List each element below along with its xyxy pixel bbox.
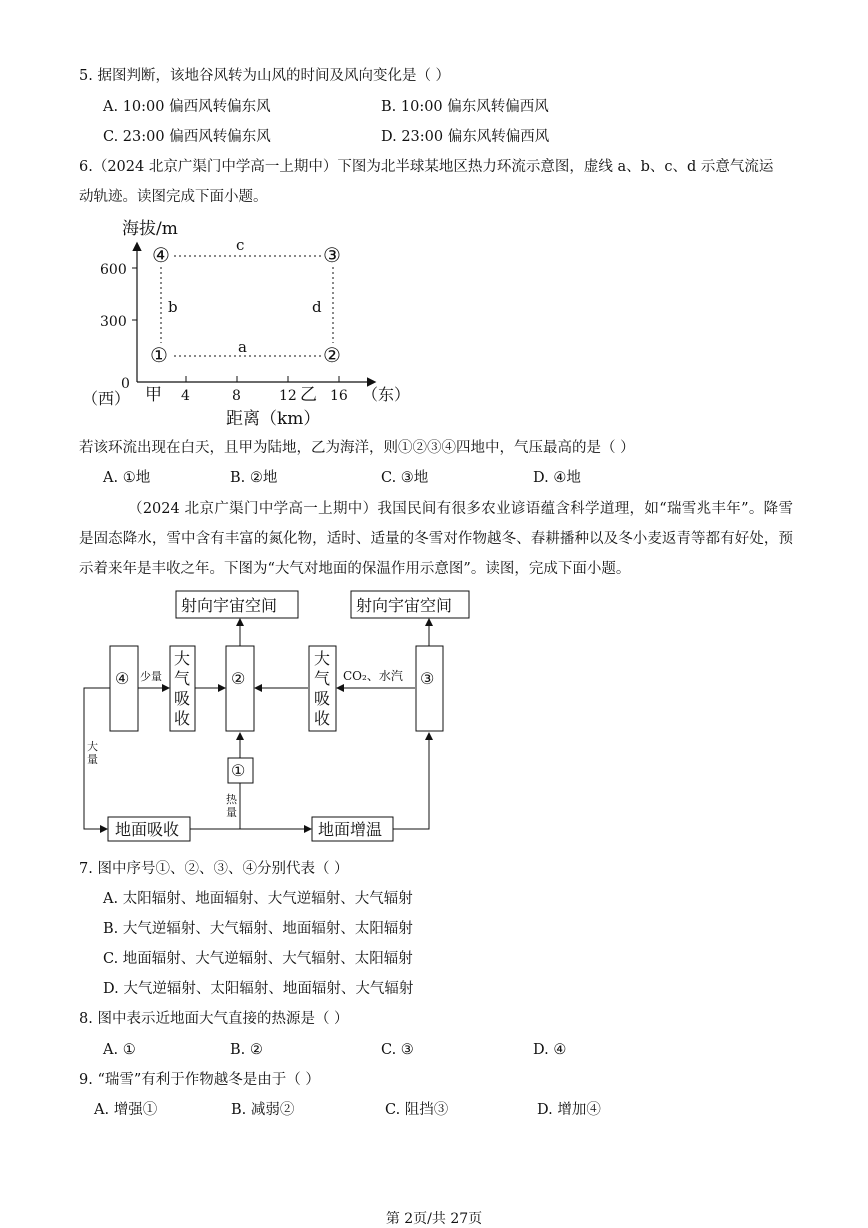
absorb-left-char-4: 收 (174, 709, 191, 728)
point-1: ① (150, 343, 168, 367)
space-label-left: 射向宇宙空间 (181, 596, 278, 615)
little-label: 少量 (140, 670, 162, 683)
q6-option-b: B. ②地 (230, 470, 278, 486)
point-3: ③ (323, 243, 341, 267)
q8-option-b: B. ② (230, 1042, 263, 1058)
absorb-left-char-3: 吸 (174, 689, 191, 708)
q5-option-b: B. 10:00 偏东风转偏西风 (381, 99, 549, 115)
absorb-left-char-2: 气 (174, 669, 191, 688)
box-3-label: ③ (420, 669, 435, 688)
box-3 (416, 646, 443, 731)
page-footer: 第 2页/共 27页 (385, 1211, 483, 1227)
y-tick-0: 0 (121, 376, 130, 392)
ground-warm-label: 地面增温 (318, 820, 383, 839)
x-tick-8: 8 (232, 388, 241, 404)
q6-option-a: A. ①地 (103, 470, 151, 486)
q9-option-a: A. 增强① (94, 1102, 158, 1118)
label-jia: 甲 (145, 385, 162, 405)
q9-option-c: C. 阻挡③ (385, 1102, 449, 1118)
q7-option-c: C. 地面辐射、大气逆辐射、大气辐射、太阳辐射 (103, 951, 413, 967)
y-tick-300: 300 (100, 314, 127, 330)
large-char-1: 大 (87, 740, 98, 753)
thermal-circulation-figure (80, 210, 420, 430)
x-tick-12: 12 (279, 388, 297, 404)
label-b: b (168, 298, 178, 316)
large-char-2: 量 (87, 753, 98, 766)
intro-paragraph: （2024 北京广渠门中学高一上期中）我国民间有很多农业谚语蕴含科学道理，如“瑞雪兆丰年”。降雪是固态降水，雪中含有丰富的氮化物，适时、适量的冬雪对作物越冬、春耕播种以及冬小麦返青等都有好处，预示着来年是丰收之年。下图为“大气对地面的保温作用示意图”。读图，完成下面小题。 (79, 501, 793, 577)
q5-option-d: D. 23:00 偏东风转偏西风 (381, 129, 550, 145)
y-axis-title: 海拔/m (122, 219, 178, 239)
x-tick-16: 16 (330, 388, 348, 404)
box-2 (226, 646, 254, 731)
box-4 (110, 646, 138, 731)
atmosphere-insulation-figure (75, 588, 475, 848)
q5-option-a: A. 10:00 偏西风转偏东风 (103, 99, 271, 115)
q7-option-d: D. 大气逆辐射、太阳辐射、地面辐射、大气辐射 (103, 981, 414, 997)
x-axis-title: 距离（km） (226, 409, 321, 429)
label-yi: 乙 (300, 385, 317, 405)
q7-stem: 7. 图中序号①、②、③、④分别代表（ ） (79, 861, 349, 877)
q5-stem: 5. 据图判断，该地谷风转为山风的时间及风向变化是（ ） (79, 68, 451, 84)
label-c: c (236, 236, 245, 254)
q6-option-d: D. ④地 (533, 470, 581, 486)
q6-stem-line2: 动轨迹。读图完成下面小题。 (79, 189, 268, 205)
y-tick-600: 600 (100, 262, 127, 278)
q7-option-b: B. 大气逆辐射、大气辐射、地面辐射、太阳辐射 (103, 921, 413, 937)
q8-option-a: A. ① (103, 1042, 136, 1058)
absorb-right-char-1: 大 (314, 649, 331, 668)
q5-option-c: C. 23:00 偏西风转偏东风 (103, 129, 271, 145)
q6-question: 若该环流出现在白天，且甲为陆地，乙为海洋，则①②③④四地中，气压最高的是（ ） (79, 440, 635, 456)
space-label-right: 射向宇宙空间 (356, 596, 453, 615)
heat-char-1: 热 (226, 793, 237, 806)
label-d: d (312, 298, 322, 316)
q9-option-d: D. 增加④ (537, 1102, 601, 1118)
point-4: ④ (152, 243, 170, 267)
absorb-right-char-3: 吸 (314, 689, 331, 708)
label-west: （西） (82, 389, 131, 408)
box-4-label: ④ (115, 669, 130, 688)
label-east: （东） (362, 385, 411, 404)
q6-stem-line1: 6.（2024 北京广渠门中学高一上期中）下图为北半球某地区热力环流示意图，虚线 a、b、c、d 示意气流运 (79, 159, 774, 175)
x-tick-4: 4 (181, 388, 190, 404)
q8-option-c: C. ③ (381, 1042, 414, 1058)
absorb-right-char-4: 收 (314, 709, 331, 728)
co2-label: CO₂、水汽 (343, 669, 403, 683)
q9-option-b: B. 减弱② (231, 1102, 295, 1118)
ground-absorb-label: 地面吸收 (115, 820, 180, 839)
point-2: ② (323, 343, 341, 367)
absorb-left-char-1: 大 (174, 649, 191, 668)
box-2-label: ② (231, 669, 246, 688)
q7-option-a: A. 太阳辐射、地面辐射、大气逆辐射、大气辐射 (103, 891, 413, 907)
label-a: a (238, 338, 247, 356)
box-1-label: ① (231, 761, 246, 780)
q8-option-d: D. ④ (533, 1042, 567, 1058)
q6-option-c: C. ③地 (381, 470, 429, 486)
q8-stem: 8. 图中表示近地面大气直接的热源是（ ） (79, 1011, 349, 1027)
absorb-right-char-2: 气 (314, 669, 331, 688)
heat-char-2: 量 (226, 806, 237, 819)
q9-stem: 9. “瑞雪”有利于作物越冬是由于（ ） (79, 1072, 320, 1088)
